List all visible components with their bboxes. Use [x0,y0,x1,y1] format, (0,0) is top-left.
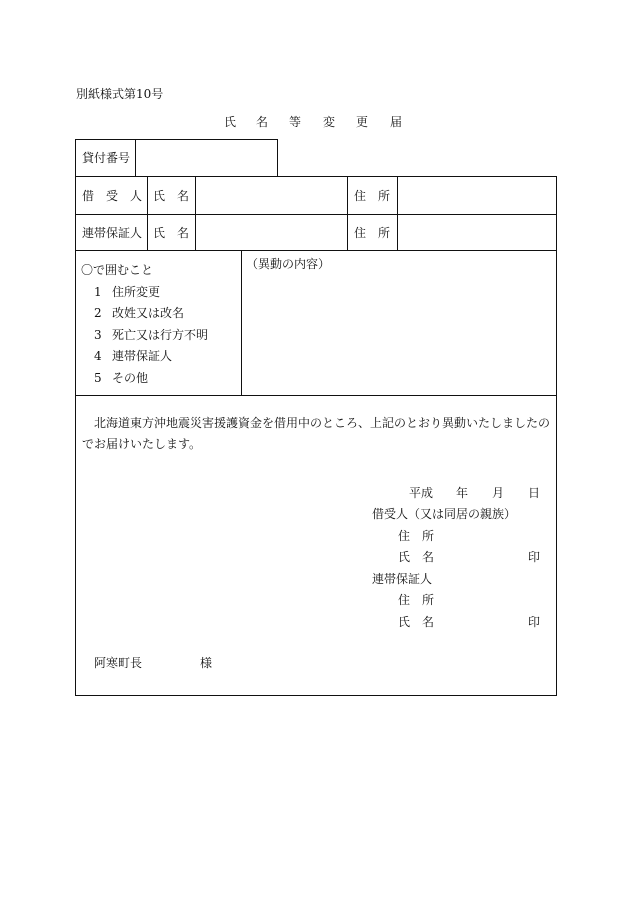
divider [135,139,136,177]
change-details-label: （異動の内容） [246,257,331,271]
option-number: 3 [94,328,102,342]
addressee-honorific: 様 [200,656,213,670]
title-char: 名 [256,115,269,129]
title-char: 等 [289,115,302,129]
title-char: 更 [356,115,369,129]
signer-guarantor-name-label: 氏 名 [398,615,435,629]
date-era: 平成 [409,486,434,500]
seal-mark: 印 [528,615,541,629]
statement-line-1: 北海道東方沖地震災害援護資金を借用中のところ、上記のとおり異動いたしましたの [94,416,551,430]
title-char: 届 [390,115,403,129]
signer-borrower-name-label: 氏 名 [398,550,435,564]
guarantor-label: 連帯保証人 [82,226,143,240]
option-name-change[interactable]: 改姓又は改名 [112,306,185,320]
loan-number-label: 貸付番号 [82,151,131,165]
signer-guarantor-label: 連帯保証人 [372,572,433,586]
title-char: 変 [323,115,336,129]
options-instruction: 〇で囲むこと [81,263,154,277]
divider [75,395,557,396]
option-address-change[interactable]: 住所変更 [112,285,161,299]
divider [195,176,196,250]
guarantor-address-field[interactable] [402,222,552,242]
addressee-name: 阿寒町長 [94,656,143,670]
guarantor-address-label: 住 所 [354,226,391,240]
signer-borrower-label: 借受人（又は同居の親族） [372,507,517,521]
seal-mark: 印 [528,550,541,564]
divider [397,176,398,250]
guarantor-name-field[interactable] [200,222,343,242]
signer-guarantor-address-label: 住 所 [398,593,435,607]
form-number: 別紙様式第10号 [76,87,164,101]
divider [347,176,348,250]
option-other[interactable]: その他 [112,371,149,385]
change-details-field[interactable] [250,276,550,388]
form-box [75,176,557,696]
borrower-label: 借 受 人 [82,189,143,203]
option-number: 4 [94,349,102,363]
date-day: 日 [528,486,541,500]
divider [75,250,557,251]
title-char: 氏 [224,115,237,129]
statement-line-2: でお届けいたします。 [82,437,202,451]
borrower-name-label: 氏 名 [153,189,190,203]
option-guarantor[interactable]: 連帯保証人 [112,349,173,363]
divider [147,176,148,250]
guarantor-name-label: 氏 名 [153,226,190,240]
borrower-address-field[interactable] [402,186,552,206]
signer-borrower-address-label: 住 所 [398,529,435,543]
divider [241,250,242,396]
option-number: 2 [94,306,102,320]
borrower-name-field[interactable] [200,186,343,206]
option-number: 1 [94,285,102,299]
borrower-address-label: 住 所 [354,189,391,203]
date-year: 年 [456,486,469,500]
option-number: 5 [94,371,102,385]
date-month: 月 [492,486,505,500]
option-death-missing[interactable]: 死亡又は行方不明 [112,328,209,342]
